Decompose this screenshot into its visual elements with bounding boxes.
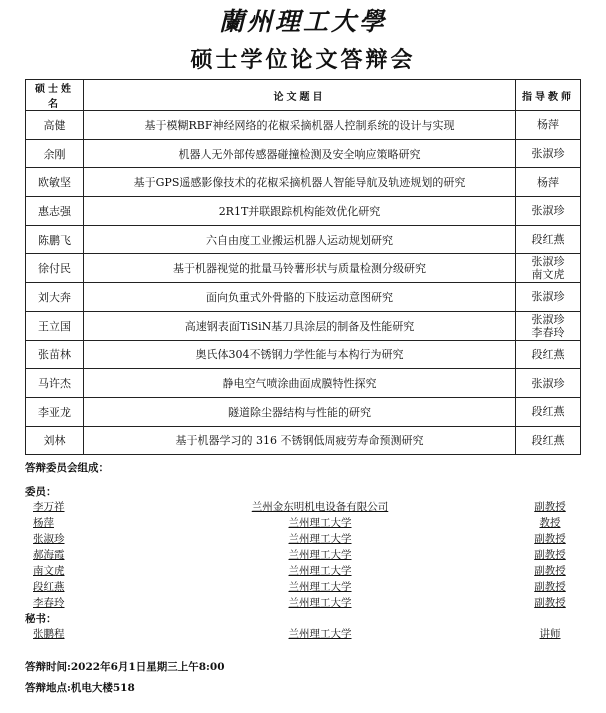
thesis-topic: 静电空气喷涂曲面成膜特性探究: [84, 369, 516, 398]
thesis-topic: 六自由度工业搬运机器人运动规划研究: [84, 225, 516, 254]
member-title: 副教授: [534, 501, 566, 513]
student-name: 陈鹏飞: [26, 225, 84, 254]
student-name: 李亚龙: [26, 397, 84, 426]
thesis-topic: 隧道除尘器结构与性能的研究: [84, 397, 516, 426]
advisor-name: 张淑珍: [531, 204, 565, 218]
table-row: [26, 197, 581, 226]
student-name: 惠志强: [26, 197, 84, 226]
advisor-cell: [516, 311, 581, 340]
table-row: [26, 225, 581, 254]
advisor-name: 段红燕: [531, 433, 565, 447]
table-row: [26, 369, 581, 398]
student-name: 刘大奔: [26, 283, 84, 312]
advisor-name: 段红燕: [531, 347, 565, 361]
advisor-cell: [516, 283, 581, 312]
thesis-topic: 面向负重式外骨骼的下肢运动意图研究: [84, 283, 516, 312]
defense-place: 答辩地点:机电大楼518: [25, 682, 135, 694]
advisor-name: 杨萍: [537, 118, 559, 132]
member-title: 教授: [539, 517, 561, 529]
student-name: 刘林: [26, 426, 84, 455]
advisor-cell: [516, 225, 581, 254]
thesis-topic: 高速钢表面TiSiN基刀具涂层的制备及性能研究: [84, 311, 516, 340]
member-org: 兰州理工大学: [288, 549, 352, 561]
thesis-topic: 基于GPS遥感影像技术的花椒采摘机器人智能导航及轨迹规划的研究: [84, 168, 516, 197]
secretary-title: 讲师: [539, 628, 561, 640]
thesis-topic: 2R1T并联跟踪机构能效优化研究: [84, 197, 516, 226]
advisor-name: 张淑珍: [531, 376, 565, 390]
members-label: 委员：: [25, 486, 57, 498]
advisor-cell: [516, 111, 581, 140]
advisor-name: 杨萍: [537, 175, 559, 189]
advisor-name: 李春玲: [531, 325, 565, 339]
column-header-topic: 论文题目: [84, 80, 516, 111]
member-org: 兰州理工大学: [288, 565, 352, 577]
table-row: [26, 254, 581, 283]
thesis-topic: 基于模糊RBF神经网络的花椒采摘机器人控制系统的设计与实现: [84, 111, 516, 140]
advisor-name: 张淑珍: [531, 147, 565, 161]
table-row: [26, 426, 581, 455]
student-name: 马许杰: [26, 369, 84, 398]
advisor-name: 段红燕: [531, 405, 565, 419]
thesis-table-body: [26, 111, 581, 455]
advisor-name: 张淑珍: [531, 255, 565, 269]
committee-member-row: [25, 531, 580, 547]
member-title: 副教授: [534, 533, 566, 545]
advisor-cell: [516, 340, 581, 369]
committee-member-row: [25, 515, 580, 531]
student-name: 欧敏坚: [26, 168, 84, 197]
table-header-row: [26, 80, 581, 111]
member-name: 南文虎: [33, 565, 65, 577]
secretary-label: 秘书：: [25, 613, 57, 625]
table-row: [26, 311, 581, 340]
secretary-row: [25, 626, 580, 642]
member-name: 郝海霞: [33, 549, 65, 561]
thesis-topic: 奥氏体304不锈钢力学性能与本构行为研究: [84, 340, 516, 369]
student-name: 高健: [26, 111, 84, 140]
student-name: 王立国: [26, 311, 84, 340]
advisor-cell: [516, 397, 581, 426]
advisor-cell: [516, 139, 581, 168]
member-title: 副教授: [534, 565, 566, 577]
advisor-cell: [516, 168, 581, 197]
member-title: 副教授: [534, 597, 566, 609]
column-header-name: 硕士姓名: [26, 80, 84, 111]
member-name: 张淑珍: [33, 533, 65, 545]
member-name: 李春玲: [33, 597, 65, 609]
advisor-name: 南文虎: [531, 268, 565, 282]
student-name: 张苗林: [26, 340, 84, 369]
table-row: [26, 397, 581, 426]
advisor-cell: [516, 197, 581, 226]
page-title: 硕士学位论文答辩会: [190, 47, 416, 73]
member-org: 兰州理工大学: [288, 581, 352, 593]
table-row: [26, 340, 581, 369]
committee-member-row: [25, 595, 580, 611]
advisor-name: 张淑珍: [531, 290, 565, 304]
thesis-table: [25, 79, 581, 455]
member-org: 兰州理工大学: [288, 517, 352, 529]
committee-member-row: [25, 499, 580, 515]
member-title: 副教授: [534, 581, 566, 593]
member-name: 段红燕: [33, 581, 65, 593]
advisor-name: 段红燕: [531, 233, 565, 247]
thesis-topic: 机器人无外部传感器碰撞检测及安全响应策略研究: [84, 139, 516, 168]
table-row: [26, 139, 581, 168]
member-org: 兰州理工大学: [288, 533, 352, 545]
advisor-name: 张淑珍: [531, 312, 565, 326]
secretary-name: 张鹏程: [33, 628, 65, 640]
committee-member-row: [25, 579, 580, 595]
committee-heading: 答辩委员会组成：: [25, 462, 109, 474]
table-row: [26, 283, 581, 312]
thesis-topic: 基于机器视觉的批量马铃薯形状与质量检测分级研究: [84, 254, 516, 283]
member-title: 副教授: [534, 549, 566, 561]
column-header-advisor: 指导教师: [516, 80, 581, 111]
table-row: [26, 168, 581, 197]
advisor-cell: [516, 426, 581, 455]
member-org: 兰州理工大学: [288, 597, 352, 609]
advisor-cell: [516, 254, 581, 283]
student-name: 徐付民: [26, 254, 84, 283]
thesis-topic: 基于机器学习的 316 不锈钢低周疲劳寿命预测研究: [84, 426, 516, 455]
committee-member-row: [25, 563, 580, 579]
defense-time: 答辩时间:2022年6月1日星期三上午8:00: [25, 661, 225, 673]
committee-member-row: [25, 547, 580, 563]
university-logo-text: 蘭州理工大學: [218, 7, 387, 36]
member-name: 杨萍: [33, 517, 54, 529]
member-name: 李万祥: [33, 501, 65, 513]
advisor-cell: [516, 369, 581, 398]
secretary-org: 兰州理工大学: [288, 628, 352, 640]
student-name: 余刚: [26, 139, 84, 168]
member-org: 兰州金东明机电设备有限公司: [251, 501, 389, 513]
table-row: [26, 111, 581, 140]
